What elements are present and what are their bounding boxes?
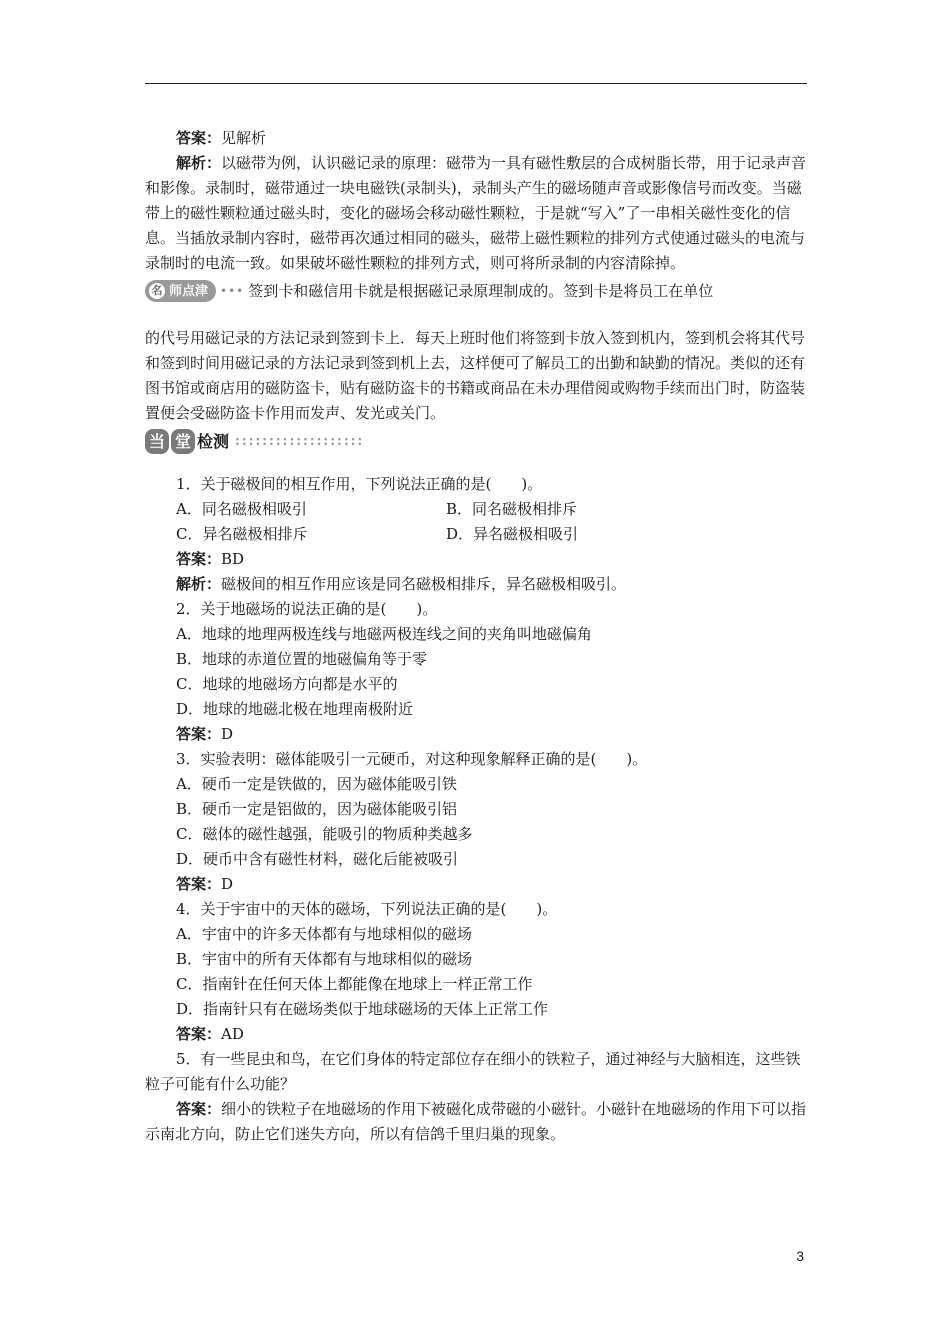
q2-option-c: C．地球的地磁场方向都是水平的 [176, 675, 398, 693]
question-3-stem: 3．实验表明：磁体能吸引一元硬币，对这种现象解释正确的是( )。 [176, 750, 648, 768]
q1-analysis-label: 解析： [176, 575, 222, 593]
teacher-tip-text: 的代号用磁记录的方法记录到签到卡上．每天上班时他们将签到卡放入签到机内，签到机会将其代号和签到时间用磁记录的方法记录到签到机上去，这样便可了解员工的出勤和缺勤的情况。类似的还有图书馆或商店用的磁防盗卡，贴有磁防盗卡的书籍或商品在未办理借阅或购物手续而出门时，防盗装置便会受磁防盗卡作用而发声、发光或关门。 [145, 329, 806, 422]
analysis-text: 以磁带为例，认识磁记录的原理：磁带为一具有磁性敷层的合成树脂长带，用于记录声音和影像。录制时，磁带通过一块电磁铁(录制头)，录制头产生的磁场随声音或影像信号而改变。当磁带上的磁性颗粒通过磁头时，变化的磁场会移动磁性颗粒，于是就“写入”了一串相关磁性变化的信息。当插放录制内容时，磁带再次通过相同的磁头，磁带上磁性颗粒的排列方式使通过磁头的电流与录制时的电流一致。如果破坏磁性颗粒的排列方式，则可将所录制的内容清除掉。 [145, 154, 807, 272]
answer-line [145, 126, 807, 151]
answer-text: 见解析 [221, 129, 267, 147]
teacher-tip-banner [145, 276, 807, 306]
analysis-label: 解析： [176, 154, 222, 172]
q2-option-b: B．地球的赤道位置的地磁偏角等于零 [176, 650, 428, 668]
page-number: 3 [796, 1248, 804, 1264]
section-dots: ::::::::::::::::::: [235, 433, 365, 448]
q1-analysis [145, 572, 807, 597]
q4-option-b: B．宇宙中的所有天体都有与地球相似的磁场 [176, 950, 473, 968]
teacher-tip-tag [145, 280, 216, 302]
question-1-options-ab [145, 497, 807, 522]
analysis-paragraph [145, 151, 807, 276]
teacher-tip-first-line: 签到卡和磁信用卡就是根据磁记录原理制成的。签到卡是将员工在单位 [248, 281, 714, 300]
header-rule [145, 83, 807, 84]
section-title [145, 429, 364, 454]
question-2-stem: 2．关于地磁场的说法正确的是( )。 [176, 600, 438, 618]
q4-option-a: A．宇宙中的许多天体都有与地球相似的磁场 [176, 925, 472, 943]
tag-dots: ••• [220, 283, 245, 298]
section-char-2: 堂 [171, 429, 195, 454]
q3-answer-label: 答案： [176, 875, 222, 893]
q4-answer-value: AD [221, 1025, 244, 1043]
q4-answer [145, 1022, 807, 1047]
section-rest: 检测 [197, 431, 230, 451]
q1-option-c: C．异名磁极相排斥 [176, 525, 308, 543]
answer-label: 答案： [176, 129, 222, 147]
section-char-1: 当 [145, 429, 169, 454]
tag-text: 师点津 [169, 283, 209, 299]
q1-option-a: A．同名磁极相吸引 [176, 500, 307, 518]
q3-answer [145, 872, 807, 897]
q3-option-b: B．硬币一定是铝做的，因为磁体能吸引铝 [176, 800, 458, 818]
q2-answer-label: 答案： [176, 725, 222, 743]
q1-analysis-text: 磁极间的相互作用应该是同名磁极相排斥，异名磁极相吸引。 [221, 575, 627, 593]
question-1-options-cd [145, 522, 807, 547]
q2-answer-value: D [221, 725, 234, 743]
q2-option-d: D．地球的地磁北极在地理南极附近 [176, 700, 414, 718]
q1-answer-value: BD [221, 550, 245, 568]
q1-option-d: D．异名磁极相吸引 [446, 525, 579, 543]
q4-answer-label: 答案： [176, 1025, 222, 1043]
section-heading [145, 426, 807, 456]
q3-answer-value: D [221, 875, 234, 893]
q4-option-d: D．指南针只有在磁场类似于地球磁场的天体上正常工作 [176, 1000, 549, 1018]
q5-answer-text: 细小的铁粒子在地磁场的作用下被磁化成带磁的小磁针。小磁针在地磁场的作用下可以指示南北方向，防止它们迷失方向，所以有信鸽千里归巢的现象。 [145, 1100, 807, 1143]
q5-answer-label: 答案： [176, 1100, 222, 1118]
q1-option-b: B．同名磁极相排斥 [446, 500, 578, 518]
q4-option-c: C．指南针在任何天体上都能像在地球上一样正常工作 [176, 975, 533, 993]
q1-answer-label: 答案： [176, 550, 222, 568]
q2-option-a: A．地球的地理两极连线与地磁两极连线之间的夹角叫地磁偏角 [176, 625, 592, 643]
question-5-stem: 5．有一些昆虫和鸟，在它们身体的特定部位存在细小的铁粒子，通过神经与大脑相连，这些铁粒子可能有什么功能？ [145, 1050, 801, 1093]
question-4-stem: 4．关于宇宙中的天体的磁场，下列说法正确的是( )。 [176, 900, 558, 918]
page-content [145, 126, 807, 1147]
q3-option-c: C．磁体的磁性越强，能吸引的物质种类越多 [176, 825, 473, 843]
question-1-stem: 1．关于磁极间的相互作用，下列说法正确的是( )。 [176, 475, 543, 493]
q3-option-a: A．硬币一定是铁做的，因为磁体能吸引铁 [176, 775, 457, 793]
q1-answer [145, 547, 807, 572]
q3-option-d: D．硬币中含有磁性材料，磁化后能被吸引 [176, 850, 459, 868]
tag-circle: 名 [149, 283, 165, 299]
q2-answer [145, 722, 807, 747]
q5-answer [145, 1097, 807, 1147]
